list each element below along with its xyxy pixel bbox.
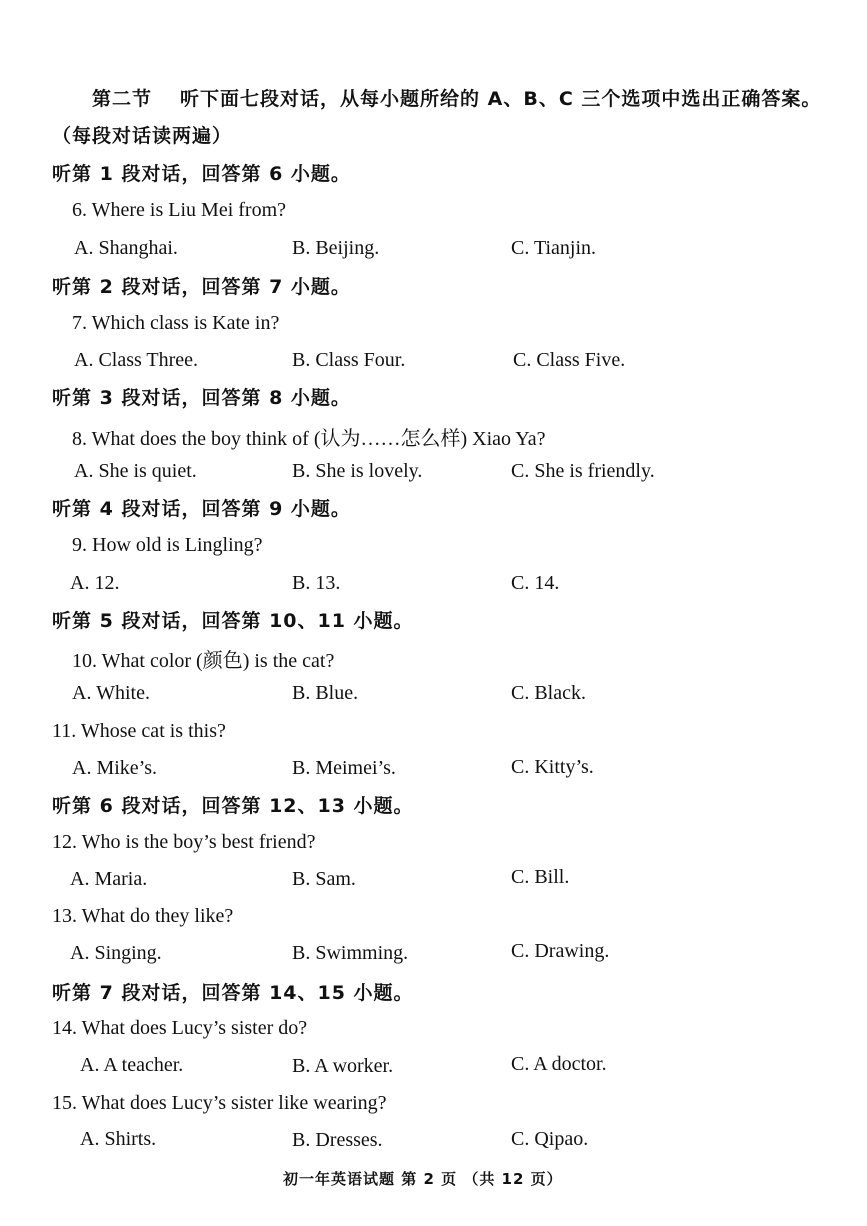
- option-a: A. Shirts.: [80, 1128, 157, 1150]
- dialogue-intro: 听第 5 段对话，回答第 10、11 小题。: [52, 610, 414, 632]
- option-b: B. Beijing.: [292, 237, 380, 259]
- option-c: C. 14.: [511, 572, 560, 594]
- dialogue-intro: 听第 1 段对话，回答第 6 小题。: [52, 163, 351, 185]
- option-b: B. Swimming.: [292, 942, 409, 964]
- option-c: C. Drawing.: [511, 940, 610, 962]
- question-stem: 11. Whose cat is this?: [52, 720, 226, 742]
- option-c: C. Black.: [511, 682, 586, 704]
- section-title: 第二节: [92, 88, 153, 110]
- question-stem: 8. What does the boy think of (认为……怎么样) Xiao Ya?: [72, 428, 546, 450]
- dialogue-intro: 听第 7 段对话，回答第 14、15 小题。: [52, 982, 414, 1004]
- option-c: C. A doctor.: [511, 1053, 607, 1075]
- question-stem: 13. What do they like?: [52, 905, 234, 927]
- question-stem: 6. Where is Liu Mei from?: [72, 199, 287, 221]
- option-c: C. She is friendly.: [511, 460, 655, 482]
- question-stem: 12. Who is the boy’s best friend?: [52, 831, 316, 853]
- section-note: （每段对话读两遍）: [52, 125, 233, 147]
- option-a: A. Shanghai.: [74, 237, 178, 259]
- section-header: [92, 84, 821, 111]
- option-a: A. She is quiet.: [74, 460, 197, 482]
- option-b: B. Blue.: [292, 682, 359, 704]
- option-b: B. 13.: [292, 572, 341, 594]
- option-b: B. Dresses.: [292, 1129, 383, 1151]
- option-c: C. Class Five.: [513, 349, 626, 371]
- question-stem: 7. Which class is Kate in?: [72, 312, 280, 334]
- page-footer: 初一年英语试题 第 2 页 （共 12 页）: [283, 1170, 563, 1188]
- option-c: C. Kitty’s.: [511, 756, 594, 778]
- option-c: C. Tianjin.: [511, 237, 597, 259]
- option-a: A. Class Three.: [74, 349, 199, 371]
- option-c: C. Bill.: [511, 866, 570, 888]
- question-stem: 10. What color (颜色) is the cat?: [72, 650, 335, 672]
- option-a: A. Mike’s.: [72, 757, 157, 779]
- option-b: B. She is lovely.: [292, 460, 423, 482]
- option-a: A. 12.: [70, 572, 120, 594]
- section-instruction: 听下面七段对话，从每小题所给的 A、B、C 三个选项中选出正确答案。: [180, 88, 822, 110]
- dialogue-intro: 听第 2 段对话，回答第 7 小题。: [52, 276, 351, 298]
- option-b: B. A worker.: [292, 1055, 394, 1077]
- dialogue-intro: 听第 3 段对话，回答第 8 小题。: [52, 387, 351, 409]
- question-stem: 14. What does Lucy’s sister do?: [52, 1017, 308, 1039]
- option-b: B. Class Four.: [292, 349, 406, 371]
- option-b: B. Sam.: [292, 868, 356, 890]
- option-a: A. Singing.: [70, 942, 162, 964]
- option-a: A. Maria.: [70, 868, 148, 890]
- option-a: A. White.: [72, 682, 150, 704]
- option-b: B. Meimei’s.: [292, 757, 396, 779]
- dialogue-intro: 听第 6 段对话，回答第 12、13 小题。: [52, 795, 414, 817]
- question-stem: 9. How old is Lingling?: [72, 534, 263, 556]
- dialogue-intro: 听第 4 段对话，回答第 9 小题。: [52, 498, 351, 520]
- option-c: C. Qipao.: [511, 1128, 589, 1150]
- question-stem: 15. What does Lucy’s sister like wearing?: [52, 1092, 387, 1114]
- option-a: A. A teacher.: [80, 1054, 184, 1076]
